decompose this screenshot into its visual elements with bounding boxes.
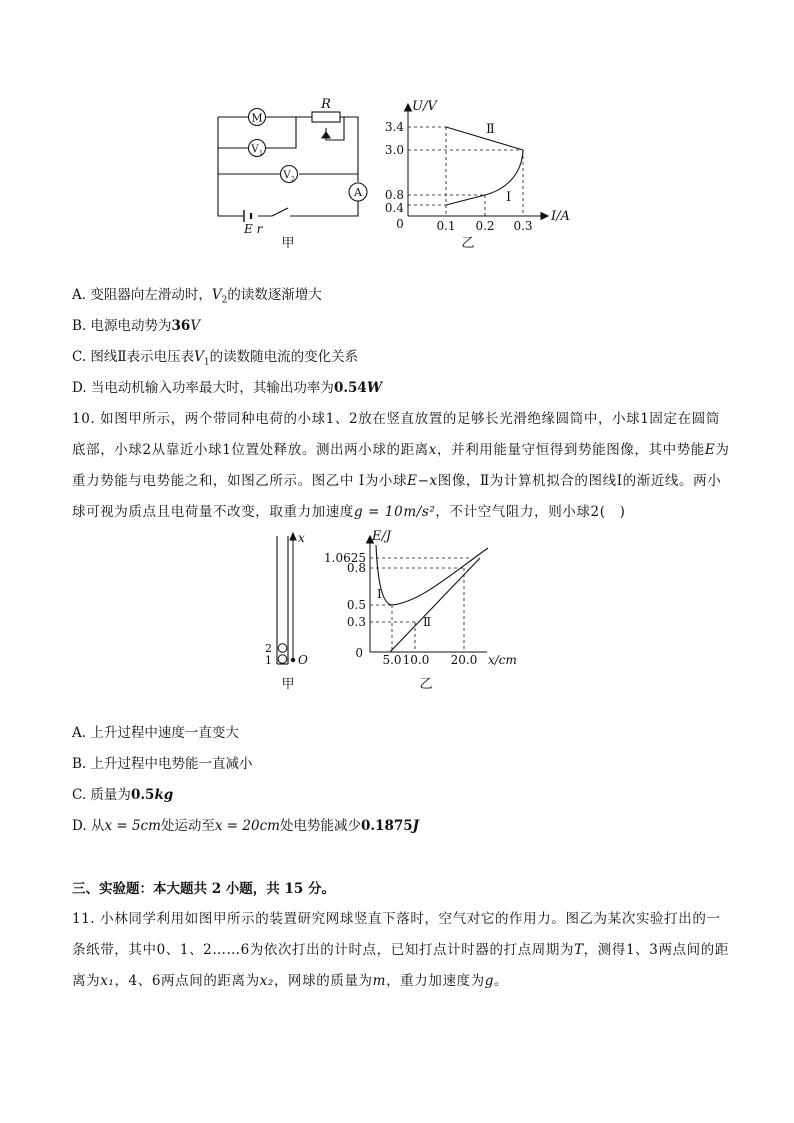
- ui-xtick-0.3: 0.3: [513, 219, 533, 233]
- q11-text-2: ，测得1、3两点间的距离为: [72, 942, 729, 989]
- ui-ytick-0.8: 0.8: [384, 188, 404, 202]
- ex-curve-i-label: Ⅰ: [377, 587, 382, 601]
- tube-origin-label: O: [298, 653, 308, 667]
- q11-stem: [72, 904, 732, 997]
- q9-option-a-text: A. 变阻器向左滑动时，: [72, 287, 212, 303]
- motor-label: M: [251, 111, 263, 125]
- q10-option-c-unit: kg: [154, 787, 174, 803]
- ammeter-label: A: [354, 186, 362, 199]
- ui-graph-caption: 乙: [461, 236, 475, 251]
- tube-caption: 甲: [281, 677, 295, 692]
- q11-var-x2: x₂: [259, 973, 274, 989]
- q10-option-d-text-2: 处运动至: [160, 818, 215, 834]
- q10-option-b: [72, 755, 253, 773]
- q9-option-a-text-2: 的读数逐渐增大: [227, 287, 322, 303]
- q10-option-d: [72, 817, 419, 835]
- q9-option-b-text: B. 电源电动势为: [72, 318, 172, 334]
- ball-2-label: 2: [265, 642, 272, 655]
- q11-var-g: g: [484, 973, 495, 989]
- ui-ytick-3.0: 3.0: [384, 143, 404, 157]
- q10-option-d-value: 0.1875: [360, 818, 413, 834]
- ui-xtick-0.1: 0.1: [436, 219, 456, 233]
- q11-text-6: 。: [494, 973, 509, 989]
- ui-origin: 0: [396, 217, 404, 231]
- section-3-heading: 三、实验题：本大题共 2 小题，共 15 分。: [72, 881, 335, 897]
- q11-text-1: 11. 小林同学利用如图甲所示的装置研究网球竖直下落时，空气对它的作用力。图乙为某次实验打出的一条纸带，其中0、1、2……6为依次打出的计时点，已知打点计时器的打点周期为: [72, 911, 721, 958]
- q9-option-a-var: V: [211, 287, 222, 303]
- ui-ytick-3.4: 3.4: [384, 120, 404, 134]
- q9-option-a-sub: 2: [221, 295, 228, 306]
- ui-ytick-0.4: 0.4: [384, 201, 404, 215]
- ex-ytick-1.0625: 1.0625: [324, 551, 366, 565]
- voltmeter-v1-sub: 1: [259, 150, 263, 157]
- q9-option-d: [72, 379, 382, 397]
- q11-text-4: ，网球的质量为: [273, 973, 373, 989]
- ex-origin: 0: [355, 646, 363, 660]
- tube-diagram: [277, 533, 296, 664]
- q10-option-d-unit: J: [412, 818, 420, 834]
- figure-2: [255, 528, 545, 693]
- ex-xtick-5.0: 5.0: [382, 653, 402, 667]
- circuit-caption: 甲: [281, 236, 295, 251]
- q9-option-c: [72, 348, 358, 372]
- q11-text-3: ，4、6两点间的距离为: [114, 973, 260, 989]
- q10-option-a: [72, 724, 239, 742]
- q10-text-2: ，并利用能量守恒得到势能图像，其中势能: [437, 442, 705, 458]
- q10-option-b-text: B. 上升过程中电势能一直减小: [72, 756, 253, 772]
- ui-xlabel: I/A: [551, 209, 570, 224]
- q9-option-b-unit: V: [190, 318, 201, 334]
- q10-var-e: E: [704, 442, 716, 458]
- ex-graph: [324, 529, 517, 692]
- q9-option-c-sub: 1: [203, 357, 210, 368]
- ui-curve-i: [446, 150, 523, 205]
- q10-text-3: 为重力势能与电势能之和，如图乙所示。图乙中 Ⅰ为小球: [72, 442, 730, 489]
- origin-dot: [291, 658, 295, 662]
- voltmeter-v2-label: V: [283, 170, 291, 181]
- ex-guide-lines: [370, 558, 472, 652]
- ui-xtick-0.2: 0.2: [475, 219, 495, 233]
- q10-option-d-expr-2: x = 20cm: [214, 818, 280, 834]
- ex-ytick-0.8: 0.8: [346, 561, 366, 575]
- q10-expr-ex: E−x: [407, 473, 438, 489]
- ui-ylabel: U/V: [412, 99, 437, 114]
- q10-option-a-text: A. 上升过程中速度一直变大: [72, 725, 239, 741]
- q10-text-5: ，不计空气阻力，则小球2( ): [435, 504, 626, 520]
- voltmeter-v1-label: V: [251, 144, 259, 155]
- q11-text-5: ，重力加速度为: [386, 973, 485, 989]
- ex-xtick-10.0: 10.0: [402, 653, 430, 667]
- ex-ylabel: E/J: [372, 529, 392, 544]
- q10-stem: [72, 404, 732, 528]
- q10-text-4: 图像，Ⅱ为计算机拟合的图线Ⅰ的渐近线。两小球可视为质点且电荷量不改变，取重力加速度: [72, 473, 722, 520]
- q9-option-b-value: 36: [171, 318, 191, 334]
- q9-option-c-var: V: [194, 349, 204, 365]
- q9-option-b: [72, 317, 200, 335]
- ui-curve-ii: [446, 127, 523, 150]
- q10-option-c-text: C. 质量为: [72, 787, 131, 803]
- ex-graph-caption: 乙: [419, 677, 433, 692]
- q10-option-c-value: 0.5: [130, 787, 155, 803]
- ui-curve-i-label: Ⅰ: [506, 190, 512, 205]
- resistor-label: R: [321, 97, 331, 112]
- q9-option-d-value: 0.54: [333, 380, 367, 396]
- q9-option-d-unit: W: [366, 380, 382, 396]
- ex-curve-ii: [390, 558, 480, 652]
- q9-option-a: [72, 286, 322, 310]
- q9-option-d-text: D. 当电动机输入功率最大时，其输出功率为: [72, 380, 334, 396]
- q10-option-d-text-3: 处电势能减少: [279, 818, 361, 834]
- ex-xlabel: x/cm: [488, 653, 517, 667]
- ball-1-label: 1: [265, 654, 272, 667]
- ex-curve-ii-label: Ⅱ: [423, 615, 432, 629]
- figure-1: [200, 92, 600, 257]
- q11-var-x1: x₁: [100, 973, 115, 989]
- q11-var-t: T: [574, 942, 584, 958]
- ex-curve-i: [376, 545, 488, 605]
- tube-axis-label: x: [298, 531, 305, 545]
- q10-text-1: 10. 如图甲所示，两个带同种电荷的小球1、2放在竖直放置的足够长光滑绝缘圆筒中，小球1固定在圆筒底部，小球2从靠近小球1位置处释放。测出两小球的距离: [72, 411, 720, 458]
- q9-option-c-text: C. 图线Ⅱ表示电压表: [72, 349, 195, 365]
- q10-option-c: [72, 786, 173, 804]
- q10-var-x: x: [428, 442, 437, 458]
- ex-ytick-0.5: 0.5: [346, 598, 366, 612]
- ex-ytick-0.3: 0.3: [346, 615, 366, 629]
- q9-option-c-text-2: 的读数随电流的变化关系: [209, 349, 359, 365]
- q10-expr-g: g = 10m/s²: [354, 504, 436, 520]
- q11-var-m: m: [372, 973, 387, 989]
- ui-curve-ii-label: Ⅱ: [486, 122, 495, 137]
- q10-option-d-text: D. 从: [72, 818, 105, 834]
- battery-label: E r: [244, 222, 263, 236]
- voltmeter-v2-sub: 2: [291, 176, 295, 183]
- ex-xtick-20.0: 20.0: [450, 653, 478, 667]
- q10-option-d-expr-1: x = 5cm: [104, 818, 161, 834]
- ui-graph: [385, 99, 570, 251]
